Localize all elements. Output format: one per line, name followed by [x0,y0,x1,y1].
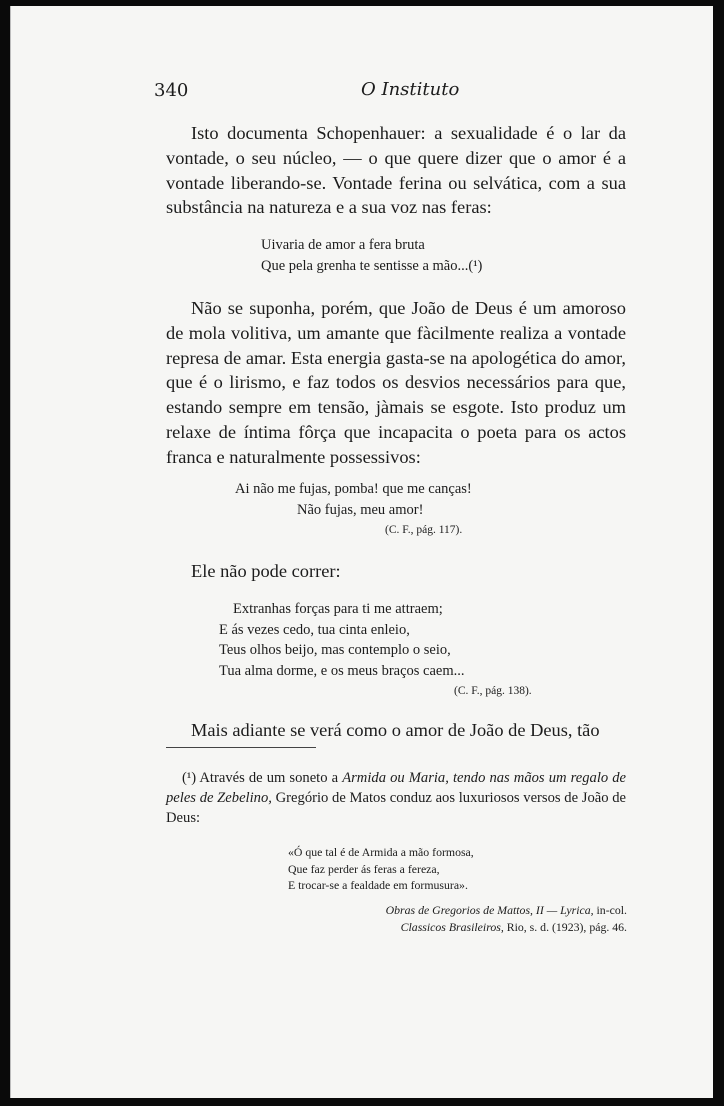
footnote-paragraph [166,768,626,828]
verse-quote [261,235,482,276]
footnote-source-line [311,919,627,936]
footnote-source-italic: Classicos Brasileiros, [400,919,504,934]
verse-line [261,256,482,277]
footnote [166,768,626,828]
footnote-source-plain: Rio, s. d. (1923), pág. 46. [506,919,627,934]
verse-line: Ai não me fujas, pomba! que me canças! [235,481,472,497]
footnote-verse-line: Que faz perder ás feras a fereza, [288,861,440,876]
footnote-reference[interactable]: (¹) [468,257,483,274]
verse-line: Tua alma dorme, e os meus braços caem... [219,662,465,679]
paragraph [166,296,626,470]
footnote-text: Através de um soneto a [199,770,339,786]
verse-line: Teus olhos beijo, mas contemplo o seio, [219,642,451,658]
paragraph-text: Ele não pode correr: [191,561,341,581]
verse-quote [219,599,532,702]
footnote-source-plain: in-col. [596,903,627,917]
book-page [10,6,713,1098]
paragraph-text: Isto documenta Schopenhauer: a sexualidade é o lar da vontade, o seu núcleo, — o que quere dizer que o amor é a vontade liberando-se. Vontade ferina ou selvática, com a sua substância na natureza e a sua voz nas feras: [166,123,626,218]
verse-line: E ás vezes cedo, tua cinta enleio, [219,621,410,638]
paragraph-text: Não se suponha, porém, que João de Deus é um amoroso de mola volitiva, um amante que fàcilmente realiza a vontade represa de amar. Esta energia gasta-se na apologética do amor, que é o lirismo, e faz todos os desvios necessários para que, estando sempre em tensão, jàmais se esgote. Isto produz um relaxe de íntima fôrça que incapacita o poeta para os actos franca e naturalmente possessivos: [166,298,626,467]
footnote-source [311,902,627,935]
footnote-source-line [311,902,627,919]
footnote-divider [166,747,316,748]
verse-citation: (C. F., pág. 117). [385,524,463,536]
verse-citation: (C. F., pág. 138). [454,685,532,697]
paragraph [166,718,626,743]
verse-line: Não fujas, meu amor! [297,501,424,518]
paragraph [166,121,626,220]
footnote-mark: (¹) [182,770,197,786]
page-number: 340 [154,80,189,101]
verse-line: Uivaria de amor a fera bruta [261,237,425,253]
footnote-verse [288,844,474,894]
footnote-text: Gregório de Matos conduz aos luxuriosos versos de João de Deus: [166,790,626,826]
paragraph-text: Mais adiante se verá como o amor de João de Deus, tão [191,720,600,740]
footnote-source-italic: Obras de Gregorios de Mattos, II — Lyrica, [385,903,594,917]
footnote-verse-line: «Ó que tal é de Armida a mão formosa, [288,845,474,859]
running-head-title: O Instituto [361,79,460,100]
footnote-italic-title: Armida ou Maria, tendo nas mãos um regalo de peles de Zebelino, [166,770,627,806]
footnote-verse-line: E trocar-se a fealdade em formusura». [288,878,468,892]
paragraph [166,559,626,584]
verse-line: Extranhas forças para ti me attraem; [233,601,443,617]
verse-quote [235,479,472,541]
verse-line-text: Que pela grenha te sentisse a mão... [261,257,469,274]
